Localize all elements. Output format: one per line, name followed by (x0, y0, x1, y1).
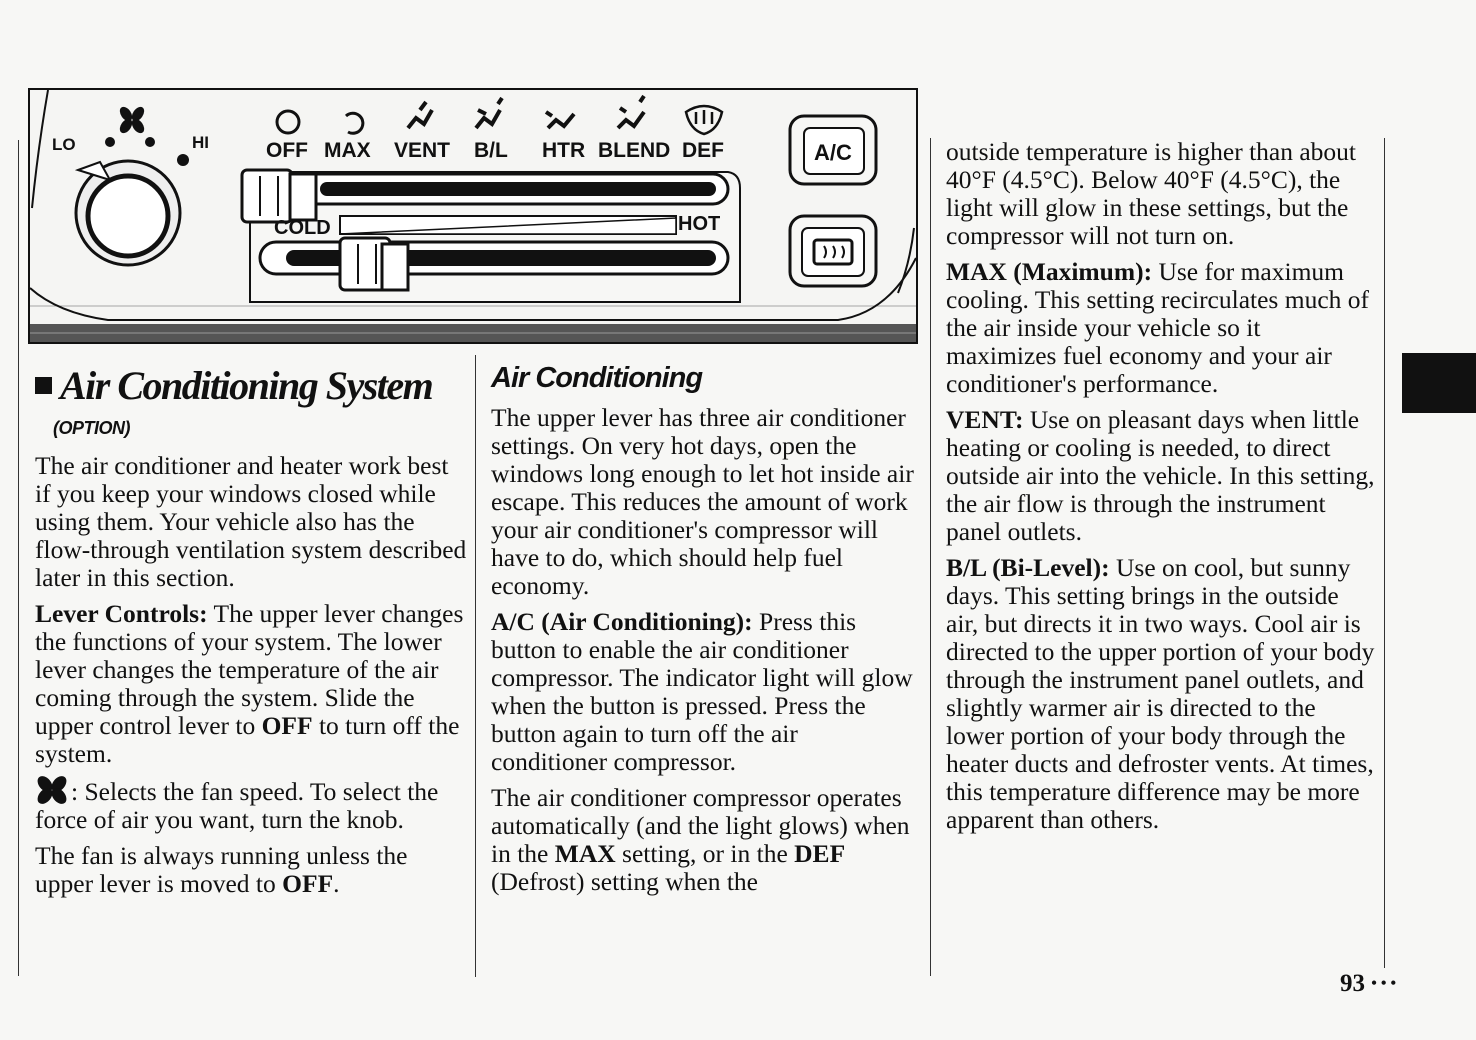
mode-label-max: MAX (324, 139, 371, 162)
fan-running-text-1: The fan is always running unless the upper lever is moved to (35, 841, 408, 898)
vent-term: VENT: (946, 405, 1024, 434)
fan-running-text-2: . (333, 869, 340, 898)
left-column (35, 364, 467, 906)
option-label: (OPTION) (53, 418, 130, 438)
page-dots: • • • (1371, 975, 1397, 992)
middle-column (491, 362, 916, 904)
panel-artwork (28, 88, 918, 344)
fan-running-off-term: OFF (282, 869, 334, 898)
temperature-slider-knob (340, 238, 408, 290)
temp-hot-label: HOT (678, 213, 721, 235)
page-number (1340, 970, 1396, 998)
column-rule-left (18, 140, 19, 976)
mode-label-def: DEF (682, 139, 724, 162)
ac-term: A/C (Air Conditioning): (491, 607, 753, 636)
climate-control-panel-illustration (28, 88, 918, 344)
mode-label-htr: HTR (542, 139, 586, 162)
section-title (35, 364, 467, 408)
max-text: Use for maximum cooling. This setting recirculates much of the air inside your vehicle so it maximizes fuel economy and your air conditioner's performance. (946, 257, 1370, 398)
fan-lo-label: LO (52, 135, 76, 154)
subsection-title: Air Conditioning (491, 362, 703, 394)
page-number-text: 93 (1340, 970, 1365, 997)
comp-text-3: (Defrost) setting when the (491, 867, 758, 896)
column-rule-middle (475, 355, 476, 977)
temp-cold-label: COLD (274, 217, 331, 239)
vent-paragraph (946, 406, 1376, 546)
rear-defrost-button-graphic (790, 216, 876, 286)
mode-label-blend: BLEND (598, 139, 671, 162)
comp-def-term: DEF (794, 839, 846, 868)
comp-text-1: The air conditioner compressor operates automatically (and the light glows) when in the (491, 783, 910, 868)
ac-button-label: A/C (814, 140, 852, 165)
lever-off-term: OFF (261, 711, 313, 740)
section-bullet-icon (35, 377, 52, 394)
column-rule-edge (1384, 138, 1385, 968)
mode-label-vent: VENT (394, 139, 451, 162)
mode-label-off: OFF (266, 139, 308, 162)
section-thumb-tab (1402, 353, 1476, 413)
fan-running-paragraph (35, 842, 467, 898)
bilevel-term: B/L (Bi-Level): (946, 553, 1110, 582)
bilevel-text: Use on cool, but sunny days. This setting brings in the outside air, but directs it in two ways. Cool air is directed to the upper portion of your body through the instrument panel outlets, and slightly warmer air is directed to the lower portion of your body through the heater ducts and defroster vents. At times, this temperature difference may be more apparent than others. (946, 553, 1375, 834)
lever-text-1: The upper lever changes the functions of your system. The lower lever changes the temperature of the air coming through the system. Slide the upper control lever to (35, 599, 464, 740)
lever-text-2: to turn off the system. (35, 711, 460, 768)
comp-max-term: MAX (554, 839, 616, 868)
continued-paragraph: outside temperature is higher than about 40°F (4.5°C). Below 40°F (4.5°C), the light will glow in these settings, but the compressor will not turn on. (946, 137, 1357, 250)
fan-speed-knob (76, 161, 180, 265)
ac-button-paragraph (491, 608, 916, 776)
max-paragraph (946, 258, 1376, 398)
max-term: MAX (Maximum): (946, 257, 1153, 286)
vent-text: Use on pleasant days when little heating or cooling is needed, to direct outside air into the vehicle. In this setting, the air flow is through the instrument panel outlets. (946, 405, 1375, 546)
mode-label-bl: B/L (474, 139, 508, 162)
column-rule-right (930, 138, 931, 976)
compressor-paragraph (491, 784, 916, 896)
section-title-text: Air Conditioning System (60, 363, 433, 408)
fan-text: : Selects the fan speed. To select the force of air you want, turn the knob. (35, 777, 439, 834)
upper-lever-paragraph: The upper lever has three air conditioner settings. On very hot days, open the windows long enough to let hot inside air escape. This reduces the amount of work your air conditioner's compressor will have to do, which should help fuel economy. (491, 403, 914, 600)
comp-text-2: setting, or in the (615, 839, 795, 868)
bilevel-paragraph (946, 554, 1376, 834)
mode-slider-knob (242, 170, 316, 222)
lever-controls-term: Lever Controls: (35, 599, 208, 628)
fan-hi-label: HI (192, 133, 209, 152)
fan-speed-paragraph (35, 776, 467, 834)
ac-text: Press this button to enable the air conditioner compressor. The indicator light will glow when the button is pressed. Press the button again to turn off the air conditioner compressor. (491, 607, 913, 776)
intro-paragraph: The air conditioner and heater work best if you keep your windows closed while using them. Your vehicle also has the flow-through ventilation system described later in this section. (35, 451, 467, 592)
fan-icon (35, 776, 69, 804)
lever-controls-paragraph (35, 600, 467, 768)
right-column (946, 138, 1376, 842)
